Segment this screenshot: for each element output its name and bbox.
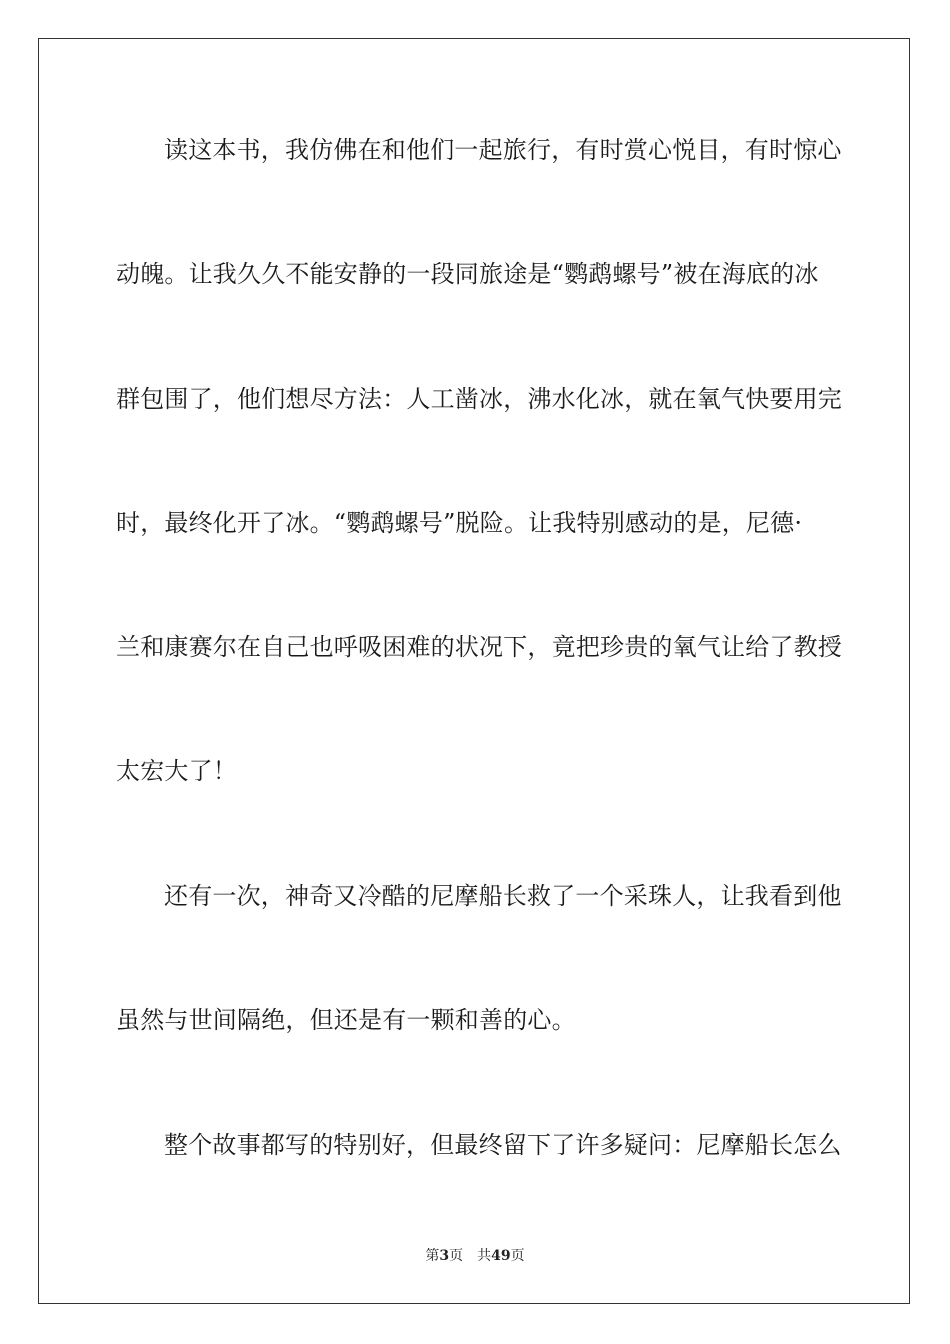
- total-suffix: 页: [510, 1248, 525, 1264]
- paragraph-1-line-5: 兰和康赛尔在自己也呼吸困难的状况下，竟把珍贵的氧气让给了教授: [116, 633, 842, 661]
- page-footer: [0, 1247, 950, 1265]
- paragraph-1-line-1: 读这本书，我仿佛在和他们一起旅行，有时赏心悦目，有时惊心: [164, 136, 842, 164]
- page-suffix: 页: [449, 1248, 464, 1264]
- paragraph-2-line-1: 还有一次，神奇又冷酷的尼摩船长救了一个采珠人，让我看到他: [164, 882, 842, 910]
- paragraph-3-line-1: 整个故事都写的特别好，但最终留下了许多疑问：尼摩船长怎么: [164, 1131, 842, 1159]
- page-border: [38, 38, 910, 1304]
- paragraph-1-line-4: 时，最终化开了冰。“鹦鹉螺号”脱险。让我特别感动的是，尼德·: [116, 509, 803, 537]
- paragraph-1-line-3: 群包围了，他们想尽方法：人工凿冰，沸水化冰，就在氧气快要用完: [116, 385, 842, 413]
- total-pages: 49: [491, 1248, 511, 1264]
- paragraph-1-line-6: 太宏大了！: [116, 757, 237, 785]
- page-number: 3: [439, 1248, 450, 1264]
- paragraph-1-line-2: 动魄。让我久久不能安静的一段同旅途是“鹦鹉螺号”被在海底的冰: [116, 260, 819, 288]
- total-prefix: 共: [477, 1248, 492, 1264]
- paragraph-2-line-2: 虽然与世间隔绝，但还是有一颗和善的心。: [116, 1006, 576, 1034]
- page-prefix: 第: [425, 1248, 440, 1264]
